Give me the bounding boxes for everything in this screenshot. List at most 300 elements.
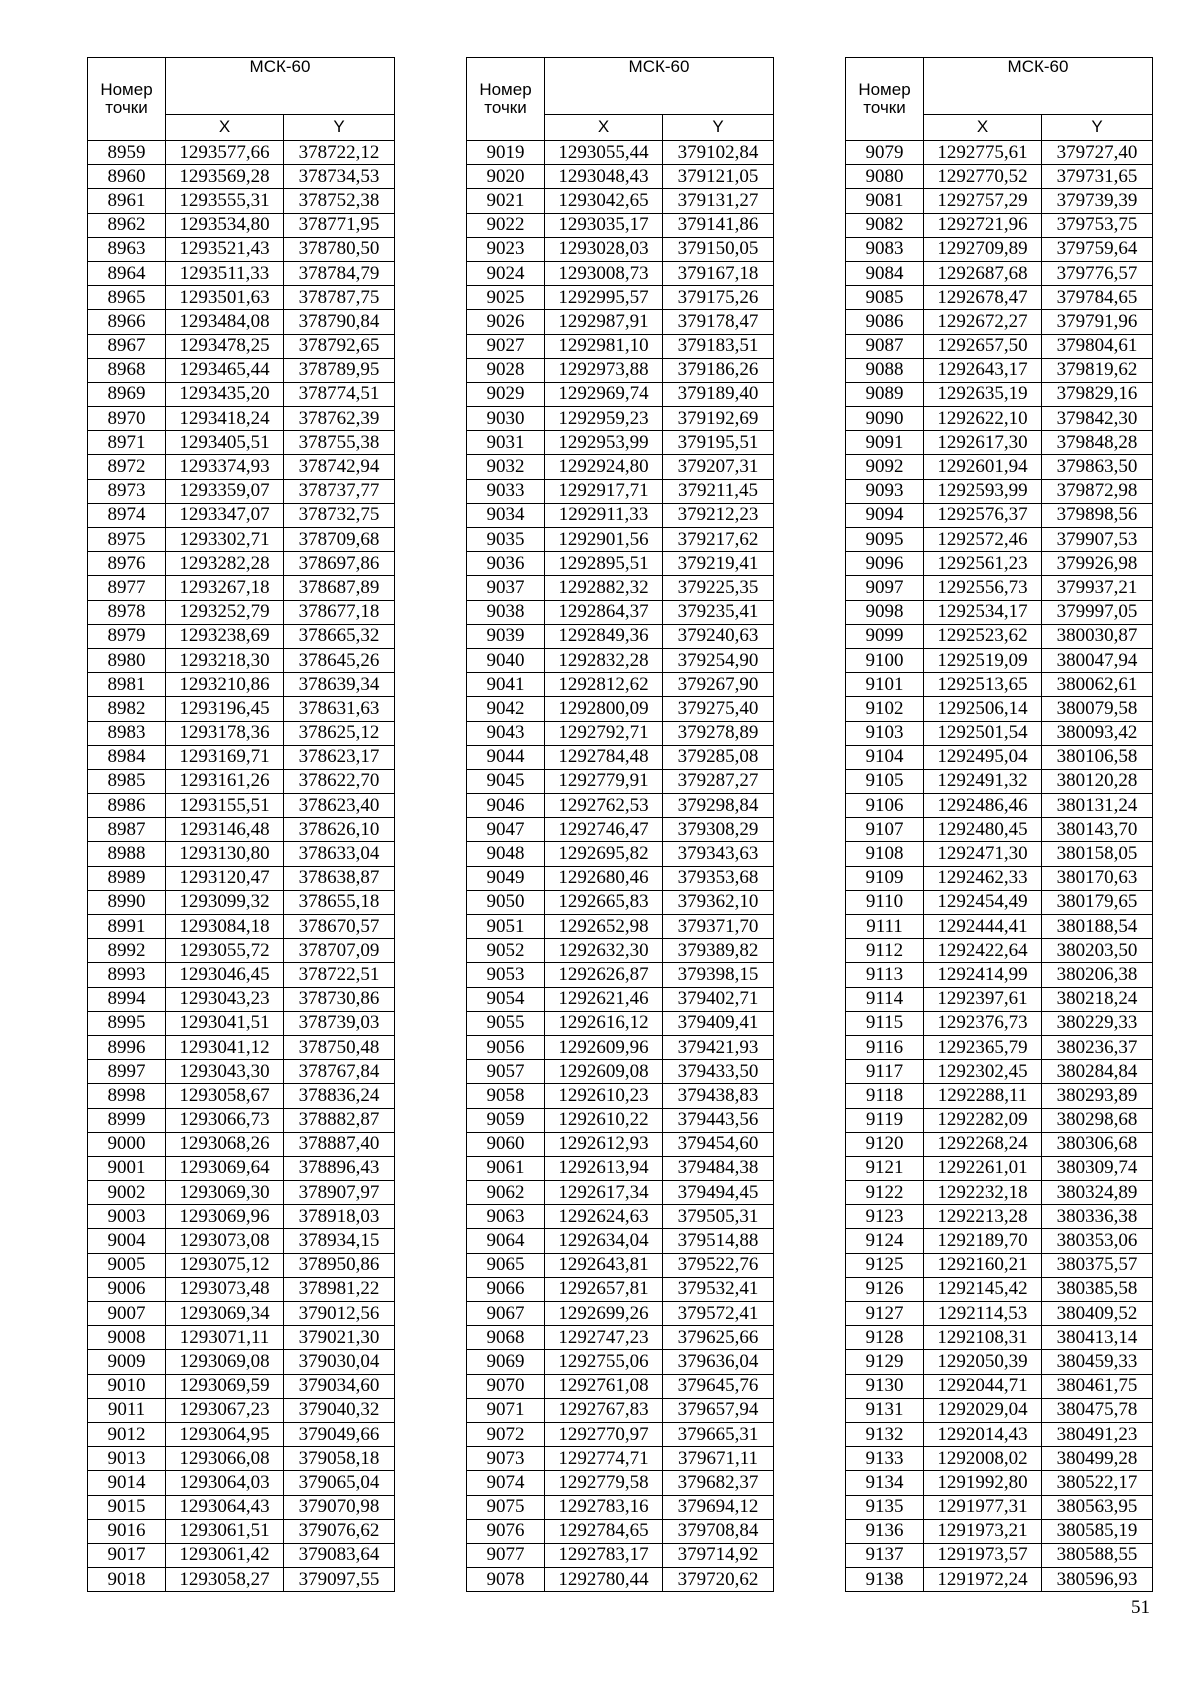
point-number-cell: 9114 [846,987,924,1011]
table-row [467,1084,774,1108]
x-coordinate-cell: 1293066,08 [166,1447,284,1471]
x-coordinate-cell: 1292924,80 [545,455,663,479]
point-number-cell: 9065 [467,1253,545,1277]
point-number-cell: 9092 [846,455,924,479]
y-coordinate-cell: 379926,98 [1042,552,1153,576]
x-coordinate-cell: 1293075,12 [166,1253,284,1277]
point-number-cell: 9070 [467,1374,545,1398]
table-row [467,1132,774,1156]
point-number-cell: 9108 [846,842,924,866]
x-coordinate-cell: 1292680,46 [545,866,663,890]
x-coordinate-cell: 1292050,39 [924,1350,1042,1374]
table-row [88,1519,395,1543]
coordinate-system-header: МСК-60 [166,58,395,115]
point-number-cell: 9128 [846,1326,924,1350]
point-number-cell: 8975 [88,528,166,552]
x-coordinate-cell: 1293064,95 [166,1422,284,1446]
table-row [88,213,395,237]
y-coordinate-cell: 380030,87 [1042,624,1153,648]
y-coordinate-cell: 380236,37 [1042,1035,1153,1059]
y-coordinate-cell: 379514,88 [663,1229,774,1253]
x-coordinate-cell: 1292632,30 [545,939,663,963]
y-coordinate-cell: 379505,31 [663,1205,774,1229]
y-coordinate-cell: 379235,41 [663,600,774,624]
y-coordinate-cell: 378907,97 [284,1181,395,1205]
point-number-cell: 9053 [467,963,545,987]
table-row [88,1277,395,1301]
y-coordinate-cell: 378950,86 [284,1253,395,1277]
x-coordinate-cell: 1292959,23 [545,407,663,431]
point-number-cell: 8971 [88,431,166,455]
point-number-cell: 9110 [846,890,924,914]
table-row [846,189,1153,213]
point-number-cell: 9085 [846,286,924,310]
point-number-cell: 9060 [467,1132,545,1156]
x-coordinate-cell: 1292609,96 [545,1035,663,1059]
point-number-cell: 9073 [467,1447,545,1471]
point-number-cell: 9116 [846,1035,924,1059]
point-number-cell: 9044 [467,745,545,769]
table-row [88,769,395,793]
y-coordinate-cell: 379863,50 [1042,455,1153,479]
table-row [88,237,395,261]
y-coordinate-cell: 379167,18 [663,261,774,285]
y-coordinate-cell: 379049,66 [284,1422,395,1446]
point-number-cell: 8991 [88,915,166,939]
y-coordinate-cell: 378670,57 [284,915,395,939]
table-row [846,1302,1153,1326]
y-coordinate-cell: 380093,42 [1042,721,1153,745]
point-number-cell: 8986 [88,794,166,818]
y-coordinate-cell: 378742,94 [284,455,395,479]
table-row [88,1374,395,1398]
x-coordinate-cell: 1293155,51 [166,794,284,818]
point-number-cell: 9062 [467,1181,545,1205]
point-number-cell: 9040 [467,648,545,672]
y-coordinate-cell: 380298,68 [1042,1108,1153,1132]
y-coordinate-cell: 380131,24 [1042,794,1153,818]
y-coordinate-cell: 379298,84 [663,794,774,818]
point-number-cell: 9130 [846,1374,924,1398]
x-coordinate-cell: 1292601,94 [924,455,1042,479]
y-coordinate-cell: 379872,98 [1042,479,1153,503]
table-row [467,1374,774,1398]
point-number-cell: 9020 [467,165,545,189]
x-coordinate-cell: 1292783,16 [545,1495,663,1519]
table-row [846,552,1153,576]
point-number-cell: 9071 [467,1398,545,1422]
point-number-cell: 9010 [88,1374,166,1398]
point-number-cell: 8977 [88,576,166,600]
x-coordinate-cell: 1293069,34 [166,1302,284,1326]
point-number-cell: 8966 [88,310,166,334]
y-coordinate-cell: 379402,71 [663,987,774,1011]
y-coordinate-cell: 378784,79 [284,261,395,285]
table-row [846,455,1153,479]
x-coordinate-cell: 1292622,10 [924,407,1042,431]
y-coordinate-cell: 379804,61 [1042,334,1153,358]
table-row [846,382,1153,406]
x-coordinate-cell: 1293066,73 [166,1108,284,1132]
point-number-cell: 9050 [467,890,545,914]
point-number-cell: 9072 [467,1422,545,1446]
x-coordinate-cell: 1292849,36 [545,624,663,648]
x-coordinate-cell: 1292901,56 [545,528,663,552]
point-number-cell: 8995 [88,1011,166,1035]
x-coordinate-cell: 1293501,63 [166,286,284,310]
point-number-cell: 9047 [467,818,545,842]
y-coordinate-cell: 379267,90 [663,673,774,697]
table-row [88,286,395,310]
y-coordinate-cell: 379141,86 [663,213,774,237]
y-coordinate-cell: 379308,29 [663,818,774,842]
y-coordinate-cell: 379097,55 [284,1568,395,1592]
y-coordinate-cell: 379572,41 [663,1302,774,1326]
x-coordinate-cell: 1292486,46 [924,794,1042,818]
x-coordinate-cell: 1293043,30 [166,1060,284,1084]
x-coordinate-cell: 1292616,12 [545,1011,663,1035]
table-row [846,624,1153,648]
x-coordinate-cell: 1293347,07 [166,503,284,527]
table-row [467,310,774,334]
x-coordinate-cell: 1293058,27 [166,1568,284,1592]
y-coordinate-cell: 378623,17 [284,745,395,769]
y-coordinate-cell: 379030,04 [284,1350,395,1374]
y-coordinate-cell: 380459,33 [1042,1350,1153,1374]
table-row [467,1447,774,1471]
y-coordinate-cell: 379389,82 [663,939,774,963]
x-coordinate-cell: 1292757,29 [924,189,1042,213]
point-number-cell: 9087 [846,334,924,358]
table-row [846,915,1153,939]
table-row [88,1181,395,1205]
table-row [88,1568,395,1592]
x-coordinate-cell: 1292634,04 [545,1229,663,1253]
y-coordinate-cell: 378896,43 [284,1156,395,1180]
y-coordinate-cell: 378730,86 [284,987,395,1011]
x-coordinate-cell: 1293569,28 [166,165,284,189]
x-coordinate-cell: 1293055,44 [545,141,663,165]
x-coordinate-cell: 1292454,49 [924,890,1042,914]
y-coordinate-cell: 379225,35 [663,576,774,600]
y-coordinate-cell: 378836,24 [284,1084,395,1108]
point-number-cell: 8959 [88,141,166,165]
table-row [88,1229,395,1253]
table-row [846,648,1153,672]
x-coordinate-cell: 1293120,47 [166,866,284,890]
y-coordinate-cell: 379278,89 [663,721,774,745]
table-row [846,890,1153,914]
table-row [846,1108,1153,1132]
point-number-cell: 9039 [467,624,545,648]
x-coordinate-cell: 1292365,79 [924,1035,1042,1059]
y-coordinate-cell: 380179,65 [1042,890,1153,914]
table-row [846,600,1153,624]
point-number-cell: 9008 [88,1326,166,1350]
table-row [467,1422,774,1446]
x-coordinate-cell: 1292501,54 [924,721,1042,745]
point-number-cell: 8972 [88,455,166,479]
table-row [467,939,774,963]
table-row [846,1350,1153,1374]
point-number-cell: 9134 [846,1471,924,1495]
y-coordinate-cell: 378687,89 [284,576,395,600]
x-coordinate-cell: 1292261,01 [924,1156,1042,1180]
point-number-cell: 8965 [88,286,166,310]
table-row [846,1543,1153,1567]
x-coordinate-cell: 1293478,25 [166,334,284,358]
y-coordinate-cell: 379522,76 [663,1253,774,1277]
y-coordinate-cell: 379398,15 [663,963,774,987]
y-coordinate-cell: 379131,27 [663,189,774,213]
x-coordinate-cell: 1292617,34 [545,1181,663,1205]
x-coordinate-cell: 1292114,53 [924,1302,1042,1326]
point-number-cell: 9089 [846,382,924,406]
x-coordinate-cell: 1293055,72 [166,939,284,963]
y-coordinate-cell: 379211,45 [663,479,774,503]
y-coordinate-cell: 379739,39 [1042,189,1153,213]
y-coordinate-cell: 378665,32 [284,624,395,648]
table-row [467,697,774,721]
table-row [846,576,1153,600]
y-coordinate-cell: 380229,33 [1042,1011,1153,1035]
x-coordinate-cell: 1292471,30 [924,842,1042,866]
point-number-cell: 9027 [467,334,545,358]
table-row [88,261,395,285]
y-coordinate-cell: 378882,87 [284,1108,395,1132]
y-coordinate-cell: 378722,12 [284,141,395,165]
y-coordinate-cell: 379829,16 [1042,382,1153,406]
point-number-cell: 9002 [88,1181,166,1205]
point-number-cell: 8968 [88,358,166,382]
table-row [846,479,1153,503]
x-coordinate-cell: 1292709,89 [924,237,1042,261]
table-row [467,648,774,672]
table-row [467,382,774,406]
x-coordinate-cell: 1292775,61 [924,141,1042,165]
x-coordinate-cell: 1293465,44 [166,358,284,382]
x-coordinate-cell: 1292699,26 [545,1302,663,1326]
x-coordinate-cell: 1292792,71 [545,721,663,745]
y-coordinate-cell: 379219,41 [663,552,774,576]
x-coordinate-cell: 1293064,43 [166,1495,284,1519]
x-coordinate-cell: 1292621,46 [545,987,663,1011]
x-coordinate-cell: 1293073,08 [166,1229,284,1253]
point-number-cell: 8973 [88,479,166,503]
point-number-cell: 9038 [467,600,545,624]
point-number-cell: 9101 [846,673,924,697]
y-coordinate-cell: 379183,51 [663,334,774,358]
point-number-cell: 9121 [846,1156,924,1180]
x-coordinate-cell: 1293267,18 [166,576,284,600]
point-number-cell: 9042 [467,697,545,721]
y-coordinate-cell: 379207,31 [663,455,774,479]
y-coordinate-cell: 378755,38 [284,431,395,455]
y-coordinate-cell: 379195,51 [663,431,774,455]
point-number-cell: 9111 [846,915,924,939]
y-coordinate-cell: 378623,40 [284,794,395,818]
y-coordinate-cell: 378737,77 [284,479,395,503]
table-row [88,1350,395,1374]
table-row [467,1495,774,1519]
x-coordinate-cell: 1293218,30 [166,648,284,672]
table-row [846,503,1153,527]
point-number-cell: 8974 [88,503,166,527]
y-coordinate-cell: 378762,39 [284,407,395,431]
table-row [846,165,1153,189]
x-coordinate-cell: 1292422,64 [924,939,1042,963]
x-coordinate-cell: 1292779,58 [545,1471,663,1495]
table-row [88,382,395,406]
table-row [88,1447,395,1471]
table-row [88,1422,395,1446]
x-coordinate-cell: 1292911,33 [545,503,663,527]
point-number-cell: 9109 [846,866,924,890]
table-row [846,261,1153,285]
x-coordinate-cell: 1293069,59 [166,1374,284,1398]
y-coordinate-cell: 379907,53 [1042,528,1153,552]
x-coordinate-cell: 1292414,99 [924,963,1042,987]
table-row [467,1302,774,1326]
y-coordinate-cell: 379784,65 [1042,286,1153,310]
table-row [467,842,774,866]
x-coordinate-cell: 1292014,43 [924,1422,1042,1446]
table-row [88,1060,395,1084]
point-number-cell: 9057 [467,1060,545,1084]
point-number-cell: 8996 [88,1035,166,1059]
x-column-header: X [545,114,663,140]
point-number-cell: 9045 [467,769,545,793]
point-number-cell: 8987 [88,818,166,842]
point-number-cell: 9084 [846,261,924,285]
table-row [846,141,1153,165]
point-number-cell: 9096 [846,552,924,576]
table-row [846,1519,1153,1543]
y-coordinate-cell: 378626,10 [284,818,395,842]
y-coordinate-cell: 380218,24 [1042,987,1153,1011]
y-coordinate-cell: 379065,04 [284,1471,395,1495]
table-row [467,141,774,165]
y-coordinate-cell: 380385,58 [1042,1277,1153,1301]
table-row [467,1205,774,1229]
x-coordinate-cell: 1291977,31 [924,1495,1042,1519]
y-coordinate-cell: 378887,40 [284,1132,395,1156]
table-row [846,1277,1153,1301]
y-coordinate-cell: 379217,62 [663,528,774,552]
x-coordinate-cell: 1292747,23 [545,1326,663,1350]
table-row [846,1205,1153,1229]
point-number-cell: 9129 [846,1350,924,1374]
x-coordinate-cell: 1292973,88 [545,358,663,382]
point-number-cell: 9007 [88,1302,166,1326]
x-coordinate-cell: 1292593,99 [924,479,1042,503]
table-row [846,697,1153,721]
point-number-cell: 8967 [88,334,166,358]
y-coordinate-cell: 379494,45 [663,1181,774,1205]
point-number-cell: 9066 [467,1277,545,1301]
point-number-cell: 8985 [88,769,166,793]
x-coordinate-cell: 1292232,18 [924,1181,1042,1205]
point-number-cell: 8993 [88,963,166,987]
point-number-cell: 8994 [88,987,166,1011]
x-coordinate-cell: 1293064,03 [166,1471,284,1495]
point-number-cell: 9041 [467,673,545,697]
table-row [467,1181,774,1205]
y-coordinate-cell: 378734,53 [284,165,395,189]
y-column-header: Y [284,114,395,140]
table-row [846,1568,1153,1592]
x-coordinate-cell: 1292145,42 [924,1277,1042,1301]
table-row [846,745,1153,769]
table-row [467,769,774,793]
y-coordinate-cell: 380079,58 [1042,697,1153,721]
table-row [88,1156,395,1180]
point-number-cell: 9082 [846,213,924,237]
x-coordinate-cell: 1292160,21 [924,1253,1042,1277]
y-coordinate-cell: 379819,62 [1042,358,1153,382]
x-coordinate-cell: 1293068,26 [166,1132,284,1156]
y-coordinate-cell: 379254,90 [663,648,774,672]
point-number-cell: 9136 [846,1519,924,1543]
point-number-cell: 9026 [467,310,545,334]
table-row [846,1471,1153,1495]
table-row [467,1277,774,1301]
y-coordinate-cell: 378645,26 [284,648,395,672]
table-row [467,358,774,382]
point-number-cell: 9029 [467,382,545,406]
x-coordinate-cell: 1292761,08 [545,1374,663,1398]
y-column-header: Y [1042,114,1153,140]
table-row [846,1422,1153,1446]
y-coordinate-cell: 379343,63 [663,842,774,866]
y-coordinate-cell: 379083,64 [284,1543,395,1567]
table-row [88,600,395,624]
point-number-cell: 9058 [467,1084,545,1108]
point-number-cell: 9098 [846,600,924,624]
y-coordinate-cell: 378790,84 [284,310,395,334]
point-number-cell: 9056 [467,1035,545,1059]
point-number-cell: 8999 [88,1108,166,1132]
table-row [88,648,395,672]
y-coordinate-cell: 379708,84 [663,1519,774,1543]
y-coordinate-cell: 379898,56 [1042,503,1153,527]
table-row [846,237,1153,261]
page-number: 51 [1131,1597,1150,1618]
y-coordinate-cell: 379175,26 [663,286,774,310]
y-coordinate-cell: 380188,54 [1042,915,1153,939]
table-row [467,479,774,503]
point-number-cell: 8978 [88,600,166,624]
y-coordinate-cell: 378638,87 [284,866,395,890]
y-coordinate-cell: 379776,57 [1042,261,1153,285]
table-row [846,1495,1153,1519]
x-coordinate-cell: 1292480,45 [924,818,1042,842]
x-coordinate-cell: 1292397,61 [924,987,1042,1011]
table-row [846,866,1153,890]
point-number-cell: 9033 [467,479,545,503]
x-coordinate-cell: 1292917,71 [545,479,663,503]
point-number-cell: 9104 [846,745,924,769]
point-number-cell: 9023 [467,237,545,261]
point-number-cell: 9074 [467,1471,545,1495]
point-number-cell: 9059 [467,1108,545,1132]
x-coordinate-cell: 1293577,66 [166,141,284,165]
point-number-cell: 9003 [88,1205,166,1229]
x-coordinate-cell: 1292513,65 [924,673,1042,697]
x-coordinate-cell: 1293041,51 [166,1011,284,1035]
table-row [846,213,1153,237]
x-coordinate-cell: 1293511,33 [166,261,284,285]
